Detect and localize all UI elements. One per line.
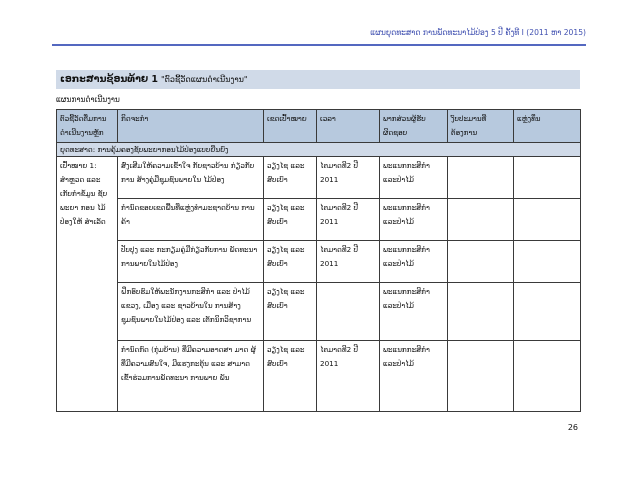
area-cell: ວຽງໄຊ ແລະ ສົບເບົາ (264, 199, 317, 241)
strategy-section-row (57, 143, 581, 157)
plan-label: ແຜນການດຳເນີນງານ (56, 95, 120, 104)
activity-cell: ກຳນົດກົດ (ກຸ່ມບ້ານ) ທີ່ມີຄວາມອາດສາ ມາດ ຜູ້ທີ່ມີຄວາມສົນໃຈ, ມີແຮງກະຕຸ້ນ ແລະ ສາມາດເຂົ້າຮ່ວມການພັດທະນາ ການພາຍ ພັນ (118, 341, 264, 412)
responsible-cell: ພະແນກກະສິກຳ ແລະປ່າໄມ້ (380, 283, 448, 341)
budget-cell (448, 199, 514, 241)
activity-cell: ປັບປຸງ ແລະ ກະກຽມຄູ່ມືກ່ຽວກັບການ ພັດທະນາການພາຍໃນໄມ້ປ່ອງ (118, 241, 264, 283)
annex-title: ເອກະສານຊ້ອນທ້າຍ 1 (60, 74, 159, 85)
time-cell: ໄຕມາດທີ2 ປີ 2011 (317, 157, 380, 199)
fund-cell (514, 157, 581, 199)
header-fund-source: ແຫຼ່ງທຶນ (514, 110, 581, 143)
action-plan-table (56, 109, 581, 412)
fund-cell (514, 199, 581, 241)
time-cell: ໄຕມາດທີ2 ປີ 2011 (317, 199, 380, 241)
fund-cell (514, 241, 581, 283)
area-cell: ວຽງໄຊ ແລະ ສົບເບົາ (264, 341, 317, 412)
responsible-cell: ພະແນກກະສິກຳ ແລະປ່າໄມ້ (380, 157, 448, 199)
responsible-cell: ພະແນກກະສິກຳ ແລະປ່າໄມ້ (380, 241, 448, 283)
header-activity: ກິດຈະກຳ (118, 110, 264, 143)
table-row (57, 241, 581, 283)
table-header-row (57, 110, 581, 143)
area-cell: ວຽງໄຊ ແລະ ສົບເບົາ (264, 157, 317, 199)
area-cell: ວຽງໄຊ ແລະ ສົບເບົາ (264, 241, 317, 283)
activity-cell: ຝຶກອົບຮົມໃຫ້ພະນັກງານກະສິກຳ ແລະ ປ່າໄມ້ແຂວງ, ເມືອງ ແລະ ຊາວບ້ານໃນ ການສ້າງຊຸມຊົນພາຍໃນໄມ້ປ່ອງ ແລະ ເຕັກນິກວິຊາການ (118, 283, 264, 341)
header-responsible: ພາກສ່ວນຜູ້ຮັບຜິດຊອບ (380, 110, 448, 143)
time-cell: ໄຕມາດທີ2 ປີ 2011 (317, 341, 380, 412)
table-row (57, 283, 581, 341)
table-row (57, 199, 581, 241)
header-time: ເວລາ (317, 110, 380, 143)
header-budget: ງົບປະມານທີ່ຕ້ອງການ (448, 110, 514, 143)
annex-subtitle: "ຕົວຊີ້ວັດແຜນດຳເນີນງານ" (161, 75, 248, 84)
fund-cell (514, 341, 581, 412)
annex-title-bar (56, 70, 580, 89)
header-rule (52, 44, 586, 46)
document-header: ແຜນຍຸດທະສາດ ການພັດທະນາໄມ້ປ່ອງ 5 ປີ ຄັ້ງທີ I (2011 ຫາ 2015) (370, 28, 586, 37)
activity-cell: ສົ່ງເສີມໃຫ້ຄວາມເຂົ້າໃຈ ກັບຊາວບ້ານ ກ່ຽວກັບການ ສ້າງຄູ່ມືຊຸມຊົນພາຍໃນ ໄມ້ປ່ອງ (118, 157, 264, 199)
budget-cell (448, 341, 514, 412)
header-indicator: ຕົວຊີ້ວັດຕື່ມການດຳເນີນງານຫຼັກ (57, 110, 118, 143)
header-target-area: ເຂດເປົ້າໝາຍ (264, 110, 317, 143)
activity-cell: ກຳນົດຂອບເຂດພື້ນທີ່ແຫຼ່ງທຳມະຊາດບ້ານ ການຄ້າ (118, 199, 264, 241)
time-cell: ໄຕມາດທີ2 ປີ 2011 (317, 241, 380, 283)
area-cell: ວຽງໄຊ ແລະ ສົບເບົາ (264, 283, 317, 341)
fund-cell (514, 283, 581, 341)
indicator-cell: ເປົ້າໝາຍ 1: ສຳຫຼວດ ແລະ ເກັບກຳຂໍ້ມູນ ຊັບພະຍາ ກອນ ໄມ້ປ່ອງໃຫ້ ສຳເລັດ (57, 157, 118, 412)
responsible-cell: ພະແນກກະສິກຳ ແລະປ່າໄມ້ (380, 199, 448, 241)
budget-cell (448, 157, 514, 199)
table-row (57, 157, 581, 199)
page-number: 26 (567, 423, 578, 432)
time-cell (317, 283, 380, 341)
responsible-cell: ພະແນກກະສິກຳ ແລະປ່າໄມ້ (380, 341, 448, 412)
budget-cell (448, 241, 514, 283)
table-row (57, 341, 581, 412)
budget-cell (448, 283, 514, 341)
strategy-section-title: ຍຸດທະສາດ: ການຄຸ້ມຄອງຊັບພະຍາກອນໄມ້ປ່ອງແບບຍືນຍົງ (57, 143, 581, 157)
